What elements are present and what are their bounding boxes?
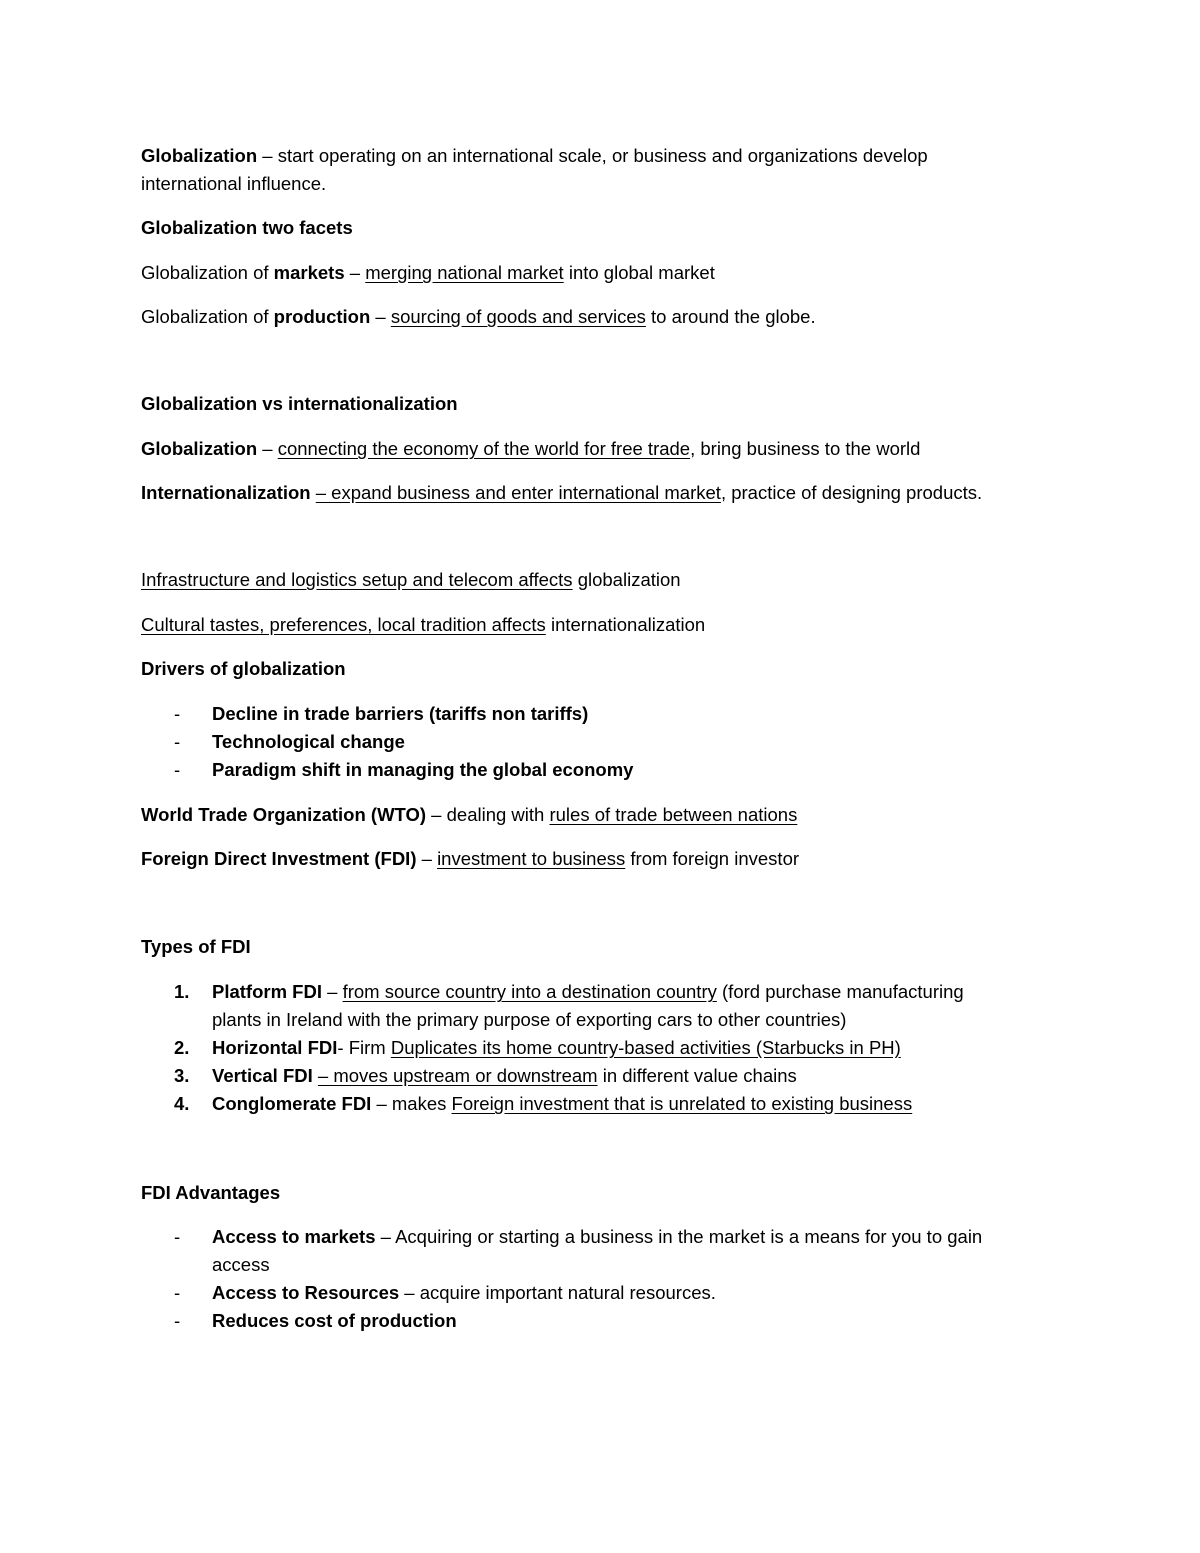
heading-drivers (141, 655, 346, 683)
dash-marker: - (174, 703, 181, 724)
bold-term: Platform FDI (212, 981, 322, 1002)
heading-text: Types of FDI (141, 936, 251, 957)
rest-text: (ford purchase manufacturing (716, 981, 964, 1002)
underlined-text: Cultural tastes, preferences, local tradition affects (141, 614, 546, 635)
heading-fdi-advantages (141, 1179, 280, 1207)
rest-text: into global market (563, 262, 715, 283)
separator: – (344, 262, 366, 283)
prefix-text: Globalization of (141, 306, 274, 327)
underlined-text: from source country into a destination country (342, 981, 717, 1002)
heading-two-facets (141, 214, 353, 242)
bold-term: World Trade Organization (WTO) (141, 804, 427, 825)
dash-marker: - (174, 731, 181, 752)
heading-types-fdi (141, 933, 251, 961)
rest-text: in different value chains (597, 1065, 797, 1086)
prefix-text: Globalization of (141, 262, 274, 283)
separator: – makes (371, 1093, 452, 1114)
driver-text: Paradigm shift in managing the global economy (212, 759, 634, 780)
underlined-text: investment to business (437, 848, 626, 869)
separator: – (257, 145, 278, 166)
underlined-text: rules of trade between nations (549, 804, 798, 825)
infrastructure-line (141, 566, 681, 594)
heading-text: FDI Advantages (141, 1182, 281, 1203)
rest-text: – acquire important natural resources. (399, 1282, 716, 1303)
globalization-definition-cont (141, 170, 326, 198)
cultural-line (141, 611, 705, 639)
underlined-text: sourcing of goods and services (390, 306, 646, 327)
bold-term: markets (273, 262, 345, 283)
bold-term: Access to Resources (212, 1282, 400, 1303)
separator: - Firm (337, 1037, 391, 1058)
dash-marker: - (174, 1282, 181, 1303)
continuation-text: plants in Ireland with the primary purpose of exporting cars to other countries) (212, 1009, 847, 1030)
underlined-text: connecting the economy of the world for free trade (277, 438, 691, 459)
dash-marker: - (174, 1310, 181, 1331)
definition-text: start operating on an international scale, or business and organizations develop (277, 145, 928, 166)
bold-term: Conglomerate FDI (212, 1093, 372, 1114)
underlined-text: Infrastructure and logistics setup and telecom affects (141, 569, 573, 590)
heading-text: Drivers of globalization (141, 658, 346, 679)
wto-line (141, 801, 797, 829)
underlined-text: merging national market (365, 262, 564, 283)
bold-term: Reduces cost of production (212, 1310, 457, 1331)
globalization-definition (141, 142, 928, 170)
bold-term: Foreign Direct Investment (FDI) (141, 848, 417, 869)
driver-text: Decline in trade barriers (tariffs non tariffs) (212, 703, 589, 724)
heading-glob-vs-intl (141, 390, 458, 418)
underlined-text: – moves upstream or downstream (317, 1065, 598, 1086)
driver-text: Technological change (212, 731, 405, 752)
number-marker: 3. (174, 1065, 190, 1086)
bold-term: Vertical FDI (212, 1065, 313, 1086)
globalization-def-2 (141, 435, 920, 463)
globalization-of-production (141, 303, 816, 331)
rest-text: , practice of designing products. (720, 482, 983, 503)
bold-term: Access to markets (212, 1226, 376, 1247)
underlined-text: Duplicates its home country-based activities (Starbucks in PH) (390, 1037, 901, 1058)
rest-text: globalization (572, 569, 681, 590)
fdi-line (141, 845, 799, 873)
underlined-text: – expand business and enter international market (315, 482, 721, 503)
separator: – (370, 306, 391, 327)
number-marker: 4. (174, 1093, 190, 1114)
continuation-text: access (212, 1254, 270, 1275)
underlined-text: Foreign investment that is unrelated to existing business (451, 1093, 913, 1114)
internationalization-def (141, 479, 982, 507)
separator: – (257, 438, 278, 459)
separator: – (321, 981, 343, 1002)
definition-text-cont: international influence. (141, 173, 327, 194)
rest-text: internationalization (545, 614, 706, 635)
heading-text: Globalization vs internationalization (141, 393, 458, 414)
rest-text: from foreign investor (625, 848, 800, 869)
bold-term: production (273, 306, 371, 327)
dash-marker: - (174, 759, 181, 780)
rest-text: , bring business to the world (690, 438, 921, 459)
number-marker: 1. (174, 981, 190, 1002)
separator: – (416, 848, 438, 869)
bold-term: Globalization (141, 438, 258, 459)
heading-text: Globalization two facets (141, 217, 353, 238)
separator: – dealing with (426, 804, 550, 825)
globalization-of-markets (141, 259, 715, 287)
rest-text: to around the globe. (645, 306, 816, 327)
dash-marker: - (174, 1226, 181, 1247)
bold-term: Internationalization (141, 482, 311, 503)
rest-text: – Acquiring or starting a business in the market is a means for you to gain (375, 1226, 983, 1247)
number-marker: 2. (174, 1037, 190, 1058)
bold-term: Horizontal FDI (212, 1037, 338, 1058)
term-globalization: Globalization (141, 145, 258, 166)
